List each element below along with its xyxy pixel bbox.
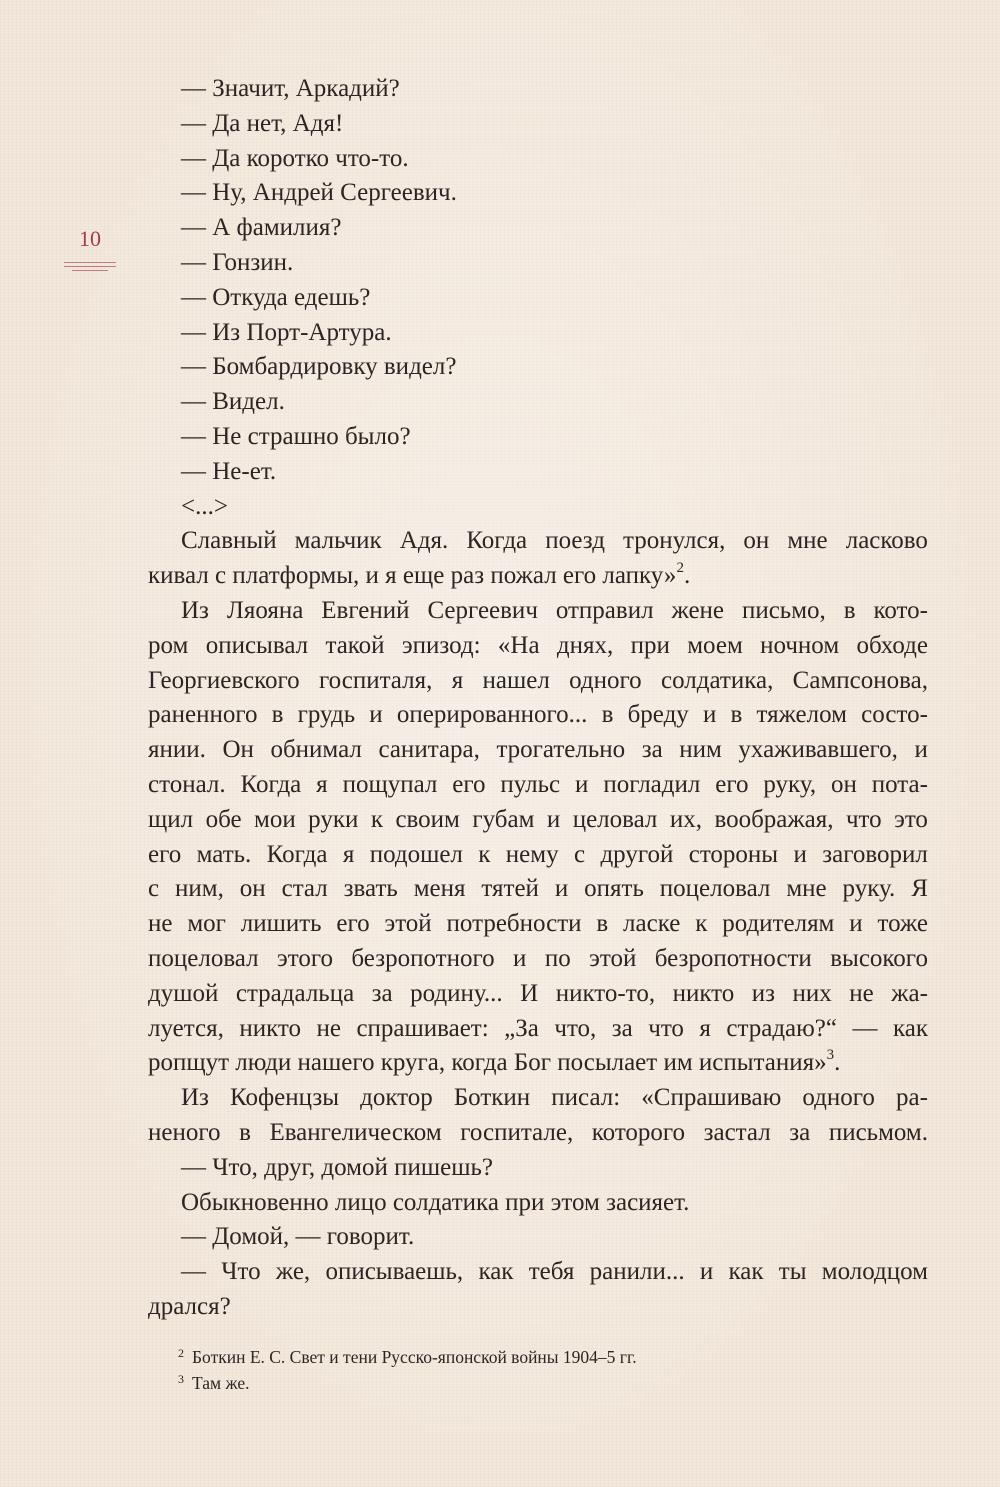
text-line: неного в Евангелическом госпитале, которого застал за письмом.: [148, 1118, 928, 1146]
text-line: Славный мальчик Адя. Когда поезд тронулся, он мне ласково: [181, 527, 928, 555]
text-line: Обыкновенно лицо солдатика при этом засияет.: [181, 1188, 690, 1216]
footnote-ref: 3: [826, 1046, 835, 1063]
text-line: луется, никто не спрашивает: „За что, за что я страдаю?“ — как: [148, 1014, 928, 1042]
footnote-ref: 2: [676, 559, 684, 576]
page-number-rule: [64, 262, 116, 263]
text-line: его мать. Когда я подошел к нему с другой стороны и заговорил: [148, 840, 928, 868]
text-line: Георгиевского госпиталя, я нашел одного солдатика, Сампсонова,: [148, 666, 928, 694]
footnote: [148, 1371, 928, 1397]
text-line: ропщут люди нашего круга, когда Бог посылает им испытания»$^3$.: [148, 1046, 841, 1077]
text-line: <...>: [181, 492, 228, 520]
footnote-mark: 2: [178, 1346, 184, 1360]
text-line: — Не-ет.: [181, 457, 277, 485]
text-line: Из Ляояна Евгений Сергеевич отправил жене письмо, в кото-: [181, 596, 928, 624]
text-line: — Ну, Андрей Сергеевич.: [181, 179, 457, 207]
text-line: ром описывал такой эпизод: «На днях, при моем ночном обходе: [148, 631, 928, 659]
text-line: — Откуда едешь?: [181, 283, 371, 311]
text-line: дрался?: [148, 1292, 231, 1320]
text-line: раненного в грудь и оперированного... в бреду и в тяжелом состо-: [148, 701, 928, 729]
footnote-text: Там же.: [192, 1373, 250, 1393]
footnote-mark: 3: [178, 1372, 184, 1386]
body-text: [148, 72, 928, 1325]
text-line: — Домой, — говорит.: [181, 1223, 415, 1251]
text-line: — Что, друг, домой пишешь?: [181, 1153, 493, 1181]
text-line: — Да нет, Адя!: [181, 109, 344, 137]
text-line: не мог лишить его этой потребности в ласке к родителям и тоже: [148, 910, 928, 938]
text-line: — Видел.: [181, 388, 285, 416]
text-line: душой страдальца за родину... И никто-то, никто из них не жа-: [148, 979, 928, 1007]
text-line: с ним, он стал звать меня тятей и опять поцеловал мне руку. Я: [148, 875, 928, 903]
text-line: кивал с платформы, и я еще раз пожал его лапку»$^2$.: [148, 559, 691, 590]
page-number-rule: [64, 266, 116, 267]
footnotes: [148, 1345, 928, 1397]
page-number: 10: [79, 226, 101, 251]
text-line: Из Кофенцзы доктор Боткин писал: «Спрашиваю одного ра-: [181, 1084, 928, 1112]
text-line: поцеловал этого безропотного и по этой безропотности высокого: [148, 944, 928, 972]
text-line: щил обе мои руки к своим губам и целовал их, воображая, что это: [148, 805, 928, 833]
text-line: — Да коротко что-то.: [181, 144, 409, 172]
text-line: — А фамилия?: [181, 214, 342, 242]
text-line: янии. Он обнимал санитара, трогательно за ним ухаживавшего, и: [148, 736, 928, 764]
text-line: — Гонзин.: [181, 248, 294, 276]
text-line: стонал. Когда я пощупал его пульс и погладил его руку, он пота-: [148, 770, 928, 798]
page-number-rule: [72, 270, 108, 271]
text-line: — Бомбардировку видел?: [181, 353, 457, 381]
footnote-text: Боткин Е. С. Свет и тени Русско-японской войны 1904–5 гг.: [192, 1347, 637, 1367]
text-line: — Значит, Аркадий?: [181, 75, 400, 102]
text-line: — Не страшно было?: [181, 422, 411, 450]
text-line: — Из Порт-Артура.: [181, 318, 392, 346]
text-line: — Что же, описываешь, как тебя ранили... и как ты молодцом: [181, 1258, 928, 1286]
footnote: [148, 1345, 928, 1371]
